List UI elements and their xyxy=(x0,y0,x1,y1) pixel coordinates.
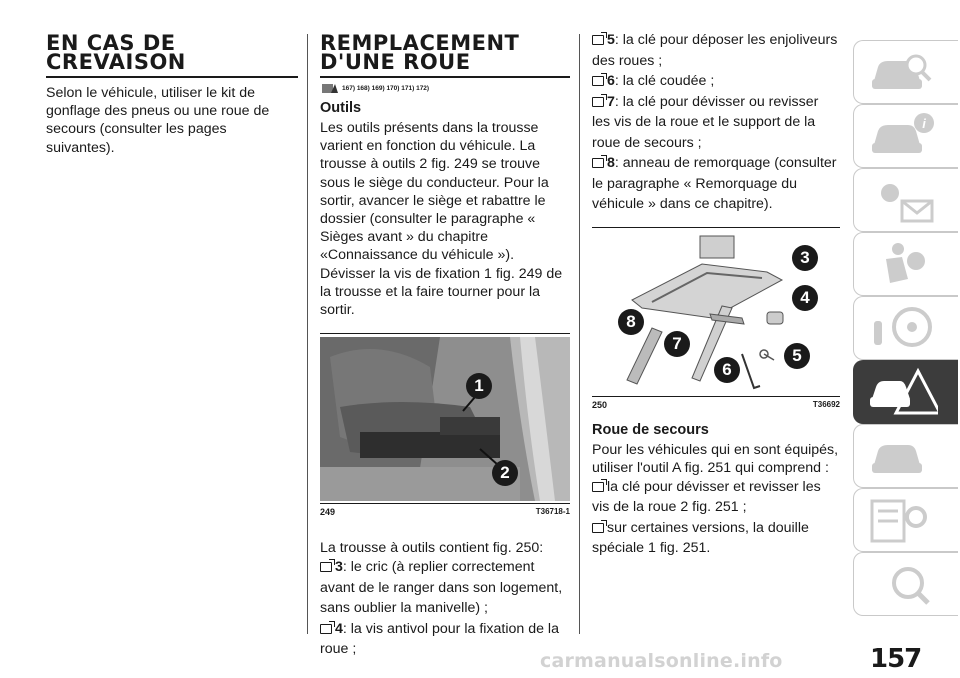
key-steering-wheel-icon xyxy=(868,303,938,353)
nav-tab-key-steering[interactable] xyxy=(853,296,958,360)
subhead-roue-de-secours: Roue de secours xyxy=(592,421,709,438)
figure-249 xyxy=(320,333,570,517)
bullet-icon xyxy=(592,158,604,168)
figure-code: T36692 xyxy=(812,399,840,409)
nav-tab-airbag-seat[interactable] xyxy=(853,232,958,296)
nav-tab-car-info[interactable] xyxy=(853,104,958,168)
seat-toolkit-photo xyxy=(320,337,570,501)
list-intro: La trousse à outils contient fig. 250: xyxy=(320,540,544,557)
callout-6: 6 xyxy=(714,357,740,383)
subhead-outils: Outils xyxy=(320,100,362,116)
bullet-icon xyxy=(592,35,604,45)
paragraph-roue-de-secours: Pour les véhicules qui en sont équipés, utiliser l'outil A fig. 251 qui comprend : xyxy=(592,441,839,476)
nav-tab-car-search[interactable] xyxy=(853,40,958,104)
bullet-icon xyxy=(592,76,604,86)
paragraph-crevaison: Selon le véhicule, utiliser le kit de gonflage des pneus ou une roue de secours (consulter les pages suivantes). xyxy=(46,85,270,156)
column-2 xyxy=(320,0,570,660)
column-1 xyxy=(46,0,298,157)
nav-tab-breakdown[interactable] xyxy=(853,360,958,424)
callout-3: 3 xyxy=(792,245,818,271)
warning-light-mail-icon xyxy=(868,175,938,225)
callout-8: 8 xyxy=(618,309,644,335)
svg-text:i: i xyxy=(922,116,926,131)
settings-list-icon xyxy=(868,495,938,545)
bullet-icon xyxy=(592,482,604,492)
figure-caption xyxy=(320,504,570,517)
figure-number: 250 xyxy=(592,399,608,410)
breakdown-warning-icon xyxy=(868,367,938,417)
warning-triangle-icon xyxy=(322,82,338,94)
watermark: carmanualsonline.info xyxy=(540,650,783,672)
alphabet-index-icon xyxy=(868,559,938,609)
nav-tab-settings-list[interactable] xyxy=(853,488,958,552)
bullet-icon xyxy=(320,562,332,572)
title-rule xyxy=(46,76,298,78)
callout-5: 5 xyxy=(784,343,810,369)
nav-tab-alphabet-index[interactable] xyxy=(853,552,958,616)
figure-caption xyxy=(592,397,840,410)
section-title-crevaison: EN CAS DE CREVAISON xyxy=(46,31,186,74)
callout-1: 1 xyxy=(466,373,492,399)
list-item: 4: la vis antivol pour la fixation de la roue ; xyxy=(320,620,559,658)
bullet-icon xyxy=(320,624,332,634)
list-item: 8: anneau de remorquage (consulter le paragraphe « Remorquage du véhicule » dans ce chapitre). xyxy=(592,155,837,212)
figure-250 xyxy=(592,227,840,410)
list-item: 7: la clé pour dévisser ou revisser les vis de la roue et le support de la roue de secours ; xyxy=(592,93,819,151)
bullet-icon xyxy=(592,97,604,107)
car-maintenance-icon xyxy=(868,431,938,481)
title-rule xyxy=(320,76,570,78)
callout-2: 2 xyxy=(492,460,518,486)
callout-4: 4 xyxy=(792,285,818,311)
figure-code: T36718-1 xyxy=(535,507,570,517)
list-item: la clé pour dévisser et revisser les vis de la roue 2 fig. 251 ; xyxy=(592,478,821,516)
list-item: 3: le cric (à replier correctement avant de le ranger dans son logement, sans oublier la manivelle) ; xyxy=(320,559,563,617)
car-info-icon xyxy=(868,111,938,161)
figure-number: 249 xyxy=(320,507,336,518)
column-divider xyxy=(579,34,580,634)
list-item: 5: la clé pour déposer les enjoliveurs des roues ; xyxy=(592,32,838,69)
nav-tab-car-maintenance[interactable] xyxy=(853,424,958,488)
warning-refs: 167) 168) 169) 170) 171) 172) xyxy=(322,82,570,94)
nav-tab-warning-mail[interactable] xyxy=(853,168,958,232)
column-divider xyxy=(307,34,308,634)
page-number: 157 xyxy=(870,644,922,674)
airbag-seat-icon xyxy=(868,239,938,289)
section-title-remplacement: REMPLACEMENT D'UNE ROUE xyxy=(320,31,520,74)
column-3 xyxy=(592,0,840,559)
list-item: sur certaines versions, la douille spéciale 1 fig. 251. xyxy=(592,519,809,557)
car-search-icon xyxy=(868,47,938,97)
bullet-icon xyxy=(592,523,604,533)
paragraph-outils: Les outils présents dans la trousse varient en fonction du véhicule. La trousse à outils 2 fig. 249 se trouve sous le siège du conducteur. Pour la sortir, avancer le siège et rabattre le dossier (consulter le paragraphe « Sièges avant » du chapitre «Connaissance du véhicule »). Dévisser la vis de fixation 1 fig. 249 de la trousse et la faire tourner pour la sortir. xyxy=(320,120,563,319)
callout-7: 7 xyxy=(664,331,690,357)
list-item: 6: la clé coudée ; xyxy=(592,71,840,92)
